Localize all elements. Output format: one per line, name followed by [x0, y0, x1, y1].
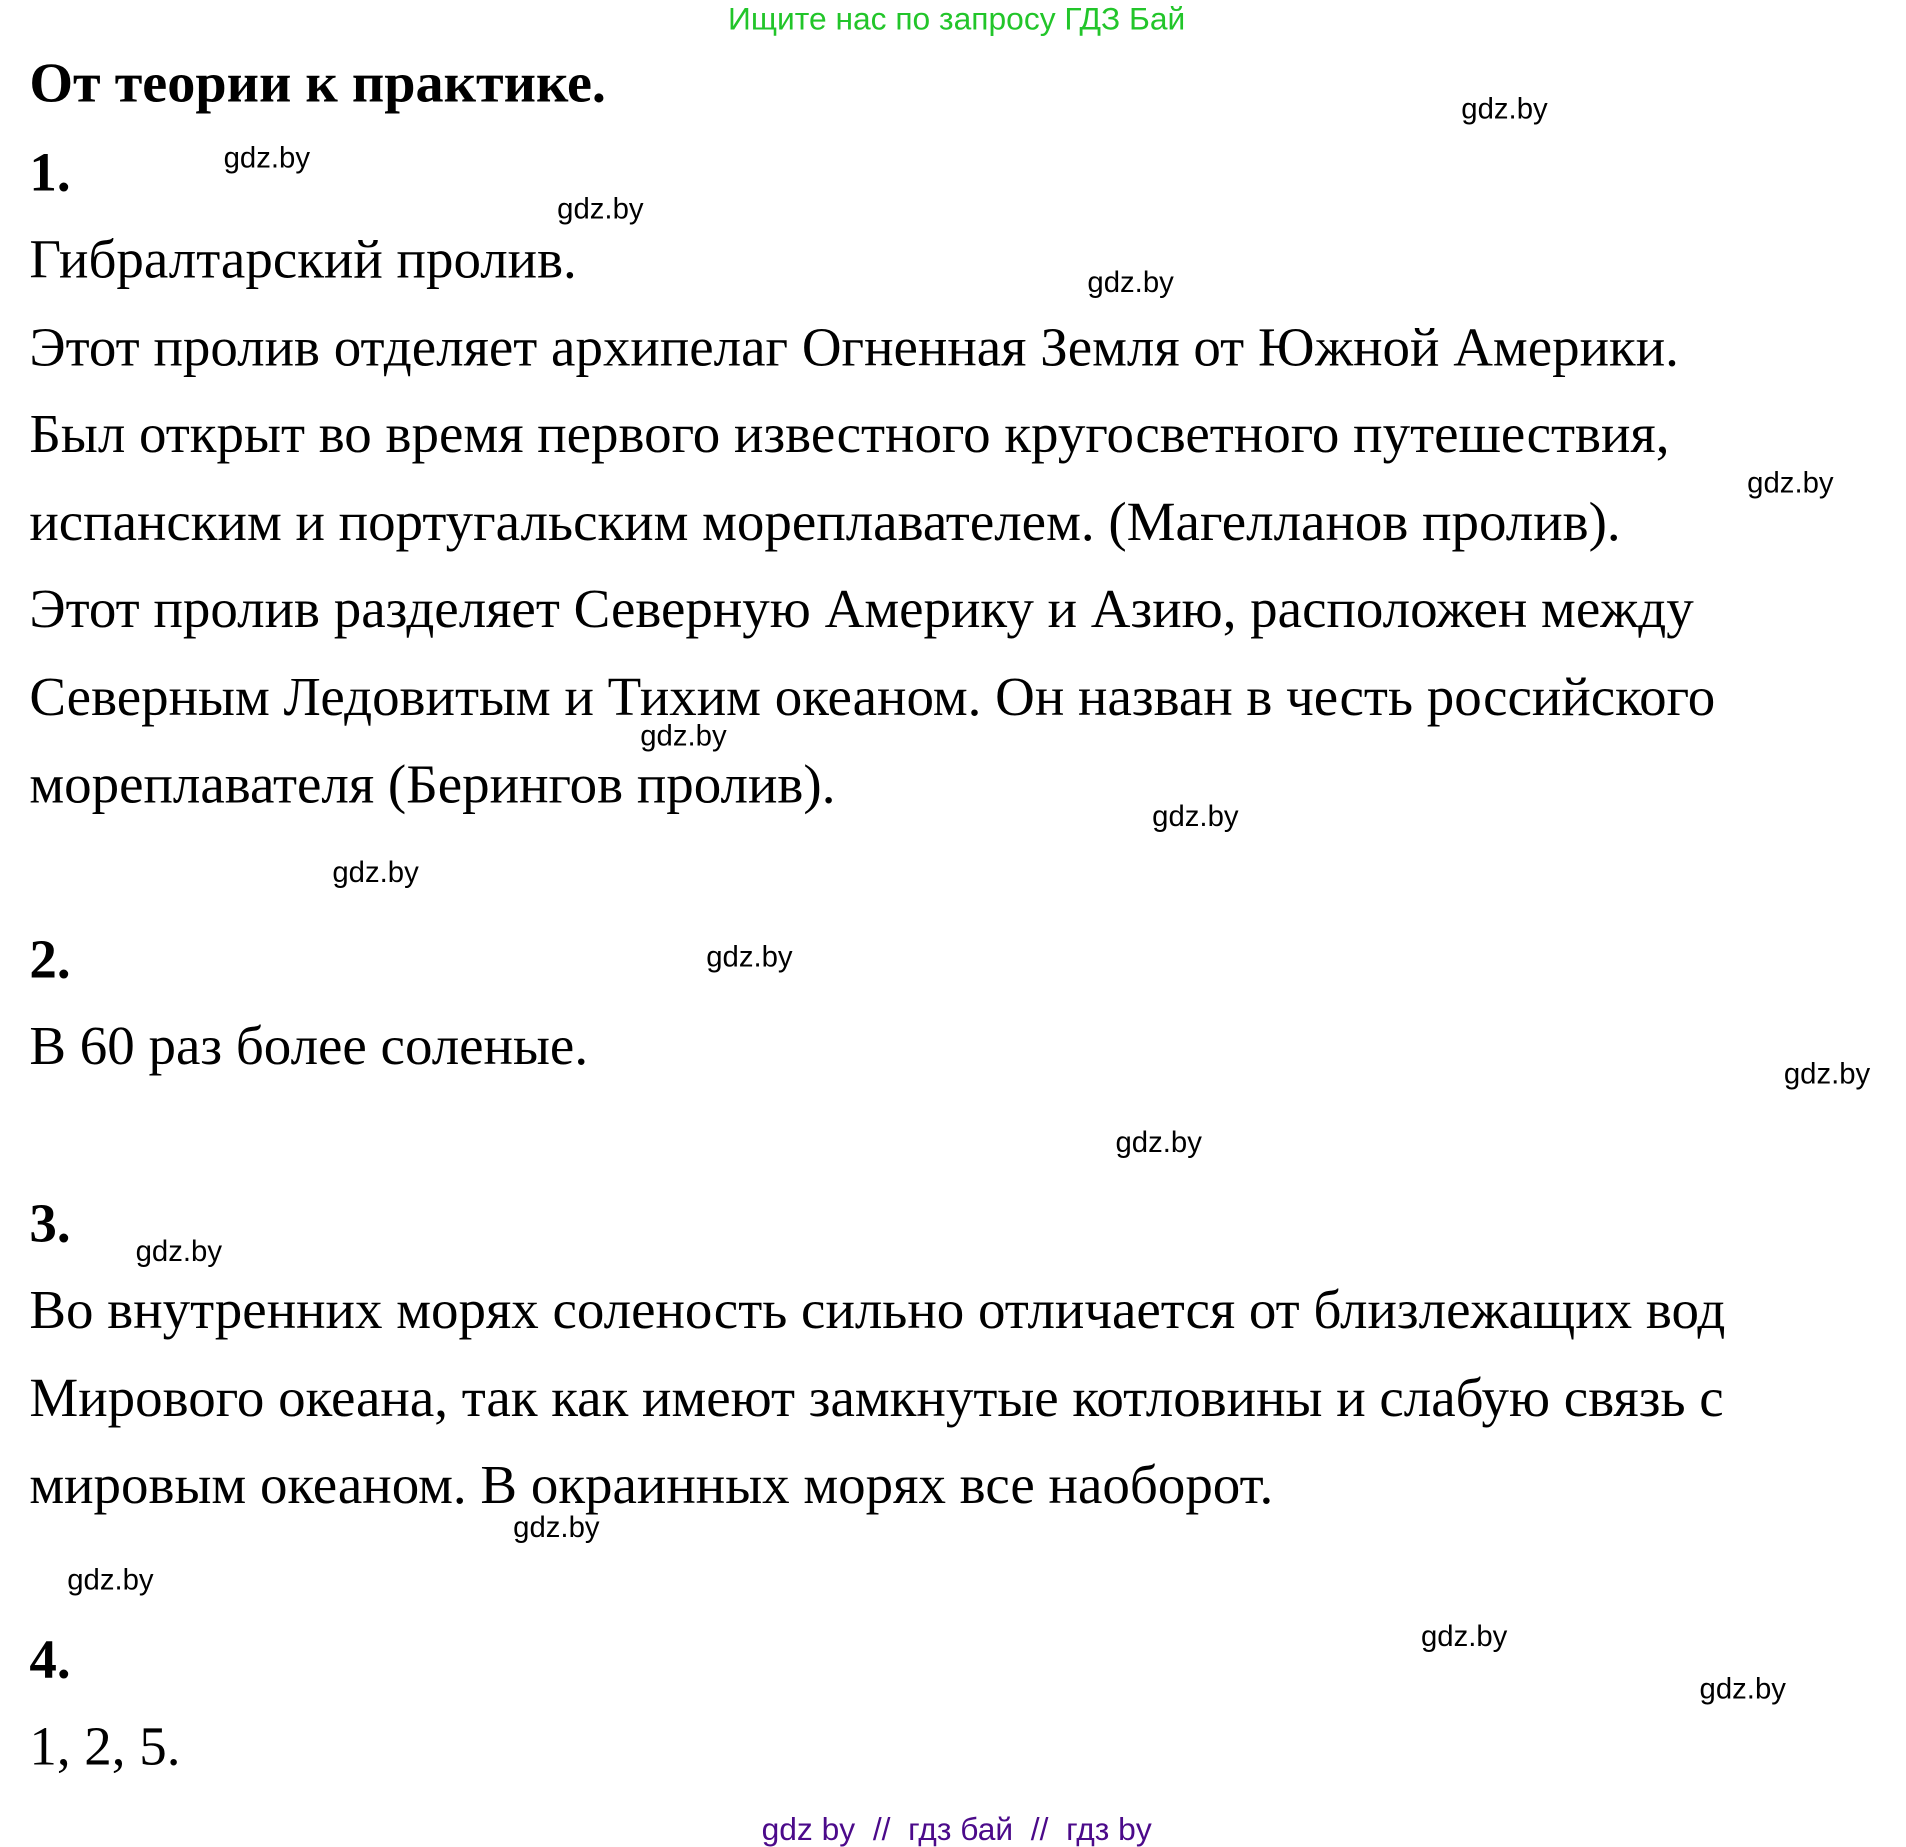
task-number-4: 4.	[29, 1628, 71, 1690]
task-number-1: 1.	[29, 141, 71, 203]
section-title: От теории к практике.	[29, 51, 606, 114]
task-4-line: 1, 2, 5.	[29, 1715, 181, 1777]
task-3-line: Во внутренних морях соленость сильно отличается от близлежащих вод	[29, 1279, 1726, 1341]
watermark: gdz.by	[1115, 1126, 1202, 1160]
task-number-3: 3.	[29, 1192, 71, 1254]
task-1-line: испанским и португальским мореплавателем. (Магелланов пролив).	[29, 491, 1621, 553]
task-1-line: мореплавателя (Берингов пролив).	[29, 753, 836, 815]
watermark: gdz.by	[1747, 466, 1834, 500]
task-number-2: 2.	[29, 928, 71, 990]
footer-links: gdz by // гдз бай // гдз by	[761, 1810, 1152, 1847]
task-1-line: Был открыт во время первого известного кругосветного путешествия,	[29, 403, 1670, 465]
watermark: gdz.by	[135, 1235, 223, 1269]
watermark: gdz.by	[1783, 1058, 1871, 1092]
watermark: gdz.by	[332, 856, 419, 890]
watermark: gdz.by	[557, 193, 644, 227]
task-1-line: Гибралтарский пролив.	[29, 228, 577, 290]
watermark: gdz.by	[1420, 1620, 1508, 1654]
task-3-line: мировым океаном. В окраинных морях все наоборот.	[29, 1453, 1274, 1516]
watermark: gdz.by	[1461, 92, 1548, 126]
search-banner: Ищите нас по запросу ГДЗ Бай	[728, 0, 1186, 37]
watermark: gdz.by	[223, 141, 310, 175]
task-1-line: Этот пролив разделяет Северную Америку и Азию, расположен между	[29, 577, 1694, 640]
watermark: gdz.by	[640, 719, 727, 753]
watermark: gdz.by	[1152, 800, 1239, 834]
task-2-line: В 60 раз более соленые.	[29, 1015, 589, 1077]
watermark: gdz.by	[513, 1511, 600, 1545]
watermark: gdz.by	[1699, 1672, 1786, 1706]
task-3-line: Мирового океана, так как имеют замкнутые котловины и слабую связь с	[29, 1367, 1724, 1429]
task-1-line: Этот пролив отделяет архипелаг Огненная Земля от Южной Америки.	[29, 316, 1679, 378]
task-1-line: Северным Ледовитым и Тихим океаном. Он назван в честь российского	[29, 665, 1716, 727]
watermark: gdz.by	[706, 940, 793, 974]
watermark: gdz.by	[67, 1563, 154, 1597]
watermark: gdz.by	[1087, 266, 1174, 300]
